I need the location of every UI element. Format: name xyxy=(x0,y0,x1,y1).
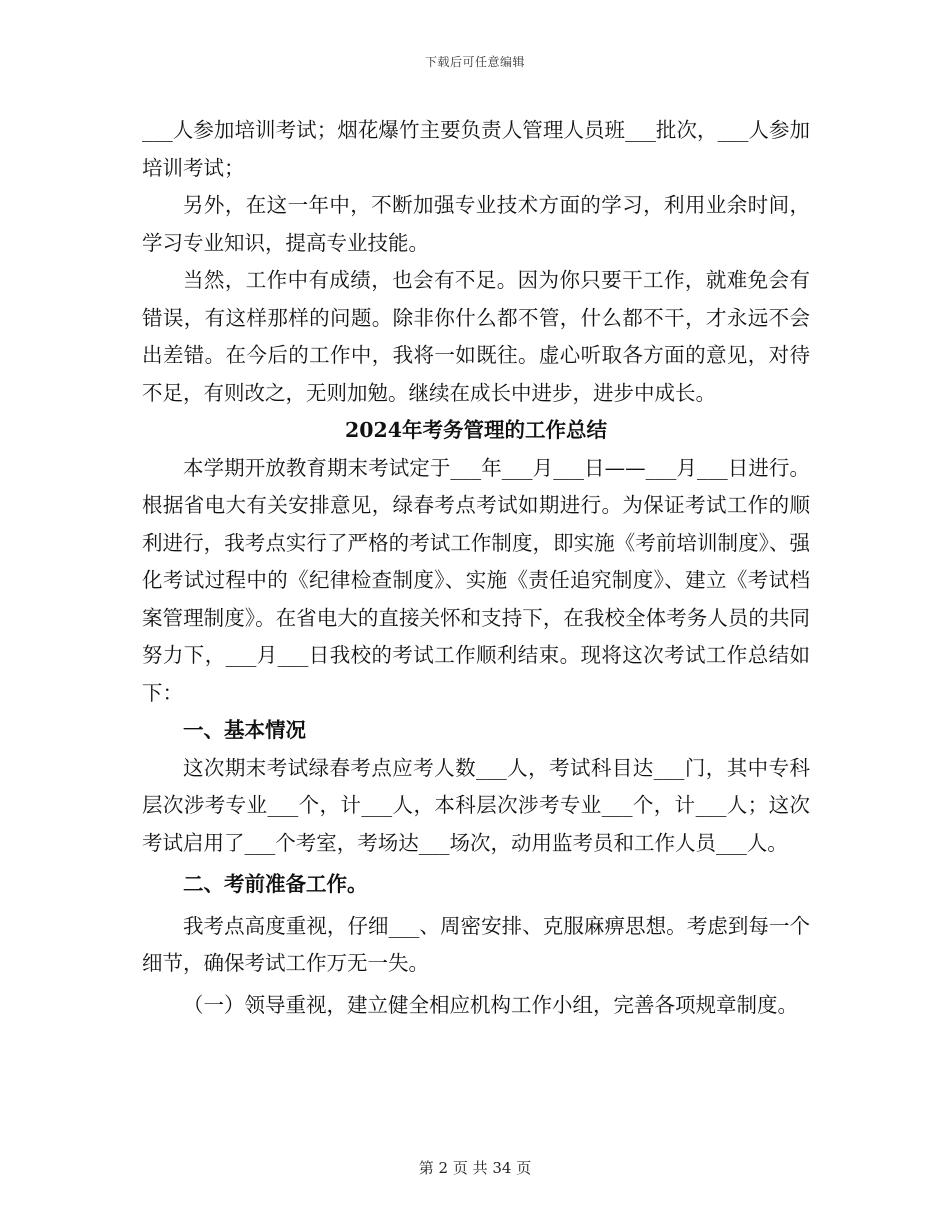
page-number: 第 2 页 共 34 页 xyxy=(418,1159,532,1177)
paragraph-training-exam: ___人参加培训考试；烟花爆竹主要负责人管理人员班___批次，___人参加培训考试； xyxy=(142,118,810,180)
paragraph-basic-situation: 这次期末考试绿春考点应考人数___人，考试科目达___门，其中专科层次涉考专业___个，计___人，本科层次涉考专业___个，计___人；这次考试启用了___个考室，考场达___场次，动用监考员和工作人员___人。 xyxy=(142,755,810,855)
section-title: 2024年考务管理的工作总结 xyxy=(344,418,608,442)
document-body xyxy=(142,112,810,1024)
paragraph-study: 另外，在这一年中，不断加强专业技术方面的学习，利用业余时间，学习专业知识，提高专业技能。 xyxy=(142,193,810,255)
paragraph-leadership: （一）领导重视，建立健全相应机构工作小组，完善各项规章制度。 xyxy=(183,992,798,1017)
heading-basic-situation: 一、基本情况 xyxy=(183,718,306,742)
paragraph-exam-overview: 本学期开放教育期末考试定于___年___月___日——___月___日进行。根据省电大有关安排意见，绿春考点考试如期进行。为保证考试工作的顺利进行，我考点实行了严格的考试工作制度，即实施《考前培训制度》、强化考试过程中的《纪律检查制度》、实施《责任追究制度》、建立《考试档案管理制度》。在省电大的直接关怀和支持下，在我校全体考务人员的共同努力下，___月___日我校的考试工作顺利结束。现将这次考试工作总结如下： xyxy=(142,455,810,705)
paragraph-shortcomings: 当然，工作中有成绩，也会有不足。因为你只要干工作，就难免会有错误，有这样那样的问题。除非你什么都不管，什么都不干，才永远不会出差错。在今后的工作中，我将一如既往。虚心听取各方面的意见，对待不足，有则改之，无则加勉。继续在成长中进步，进步中成长。 xyxy=(142,268,810,405)
paragraph-preparation: 我考点高度重视，仔细___、周密安排、克服麻痹思想。考虑到每一个细节，确保考试工作万无一失。 xyxy=(142,913,810,975)
page-header: 下载后可任意编辑 xyxy=(424,55,525,69)
heading-preparation: 二、考前准备工作。 xyxy=(183,872,368,896)
